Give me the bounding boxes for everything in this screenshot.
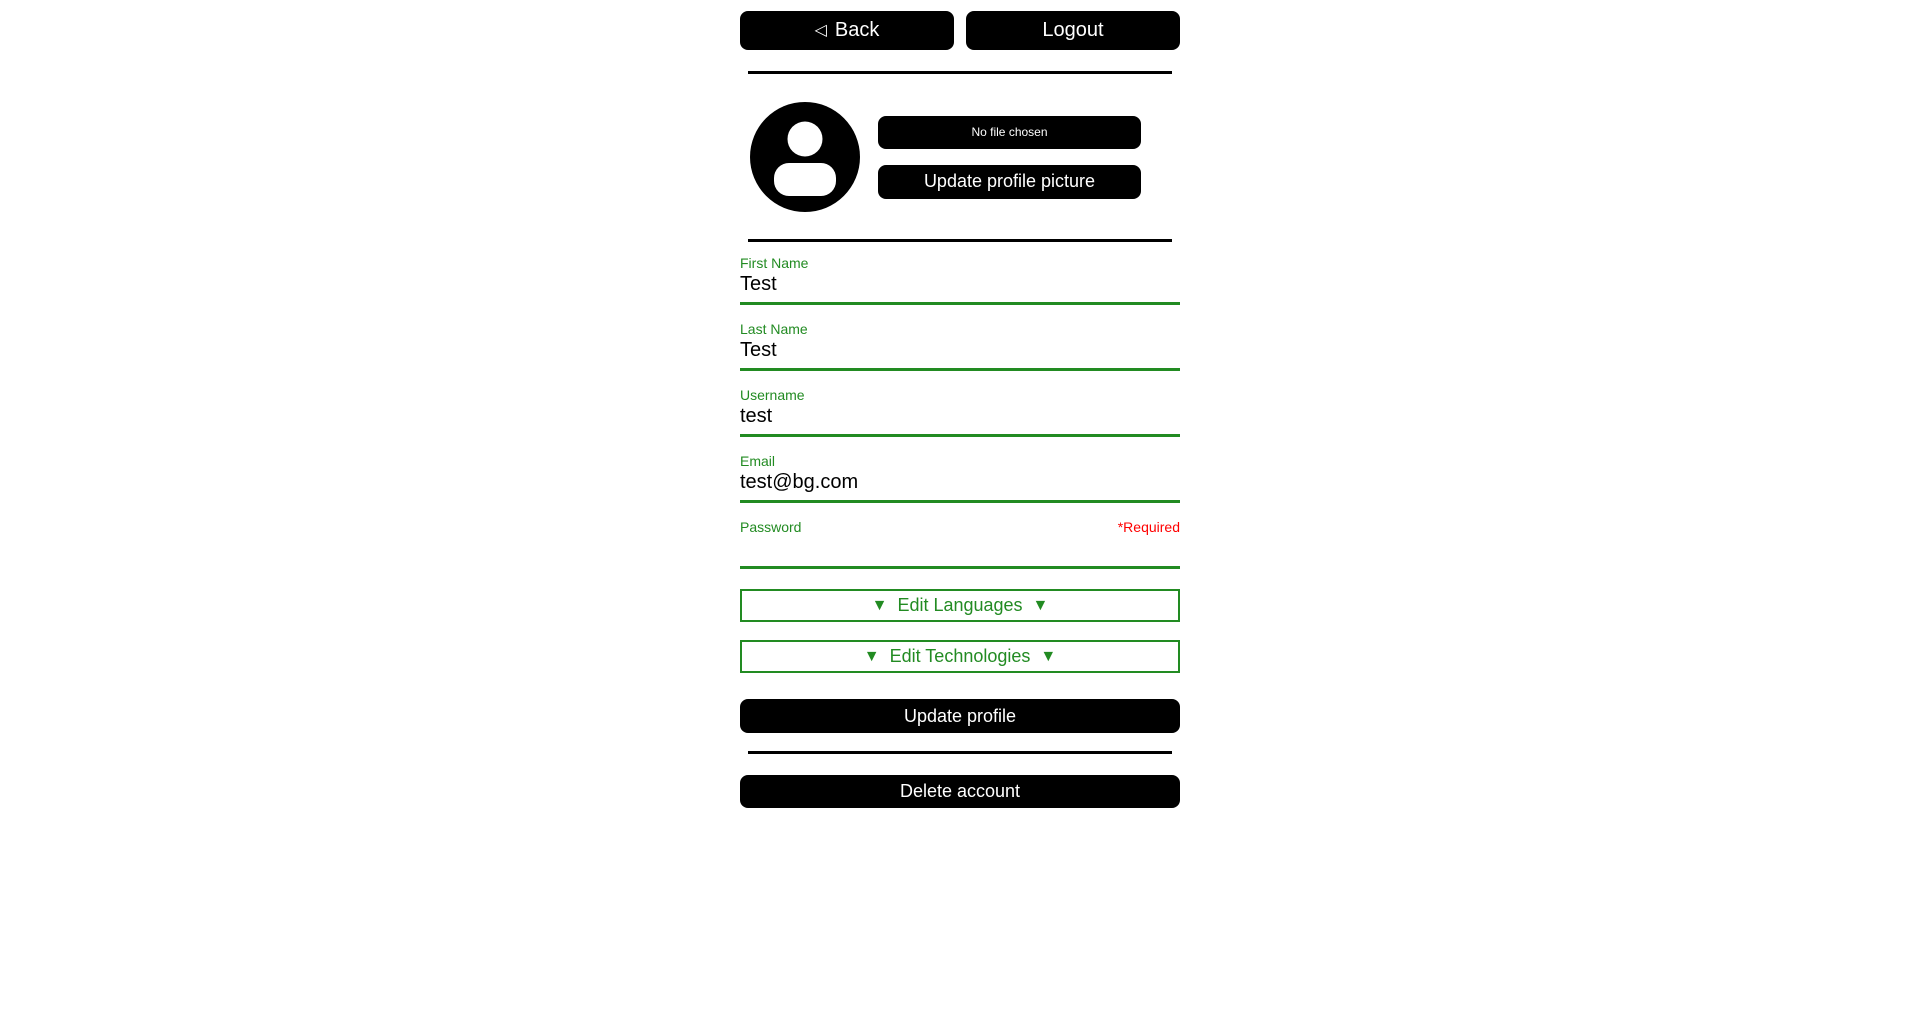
edit-technologies-button[interactable]	[740, 640, 1180, 673]
avatar	[750, 102, 860, 212]
back-button-label: Back	[834, 19, 880, 41]
delete-section-divider	[748, 751, 1172, 754]
edit-languages-label: Edit Languages	[897, 595, 1023, 615]
required-badge: *Required	[1117, 519, 1180, 535]
chevron-down-icon: ▼	[871, 596, 888, 614]
update-picture-label: Update profile picture	[923, 171, 1096, 191]
file-input-button[interactable]	[878, 116, 1141, 149]
delete-account-button[interactable]	[740, 775, 1180, 808]
last-name-label: Last Name	[740, 321, 808, 337]
email-input[interactable]	[740, 471, 1180, 494]
profile-picture-section	[740, 102, 1180, 212]
chevron-down-icon: ▼	[863, 647, 880, 665]
logout-button-label: Logout	[1042, 19, 1104, 41]
logout-button[interactable]	[966, 11, 1180, 50]
user-circle-icon	[750, 102, 860, 212]
chevron-down-icon: ▼	[1040, 647, 1057, 665]
back-button[interactable]	[740, 11, 954, 50]
password-input[interactable]	[740, 537, 1180, 560]
picture-form-divider	[748, 239, 1172, 242]
username-label: Username	[740, 387, 805, 403]
top-divider	[748, 71, 1172, 74]
update-profile-button[interactable]	[740, 699, 1180, 733]
last-name-input[interactable]	[740, 339, 1180, 362]
profile-page	[740, 0, 1180, 808]
picture-buttons	[878, 116, 1141, 199]
edit-technologies-label: Edit Technologies	[889, 646, 1031, 666]
chevron-down-icon: ▼	[1032, 596, 1049, 614]
back-arrow-icon: ◁	[814, 21, 827, 39]
edit-languages-button[interactable]	[740, 589, 1180, 622]
field-email	[740, 453, 1180, 503]
field-username	[740, 387, 1180, 437]
delete-account-label: Delete account	[899, 781, 1021, 801]
first-name-label: First Name	[740, 255, 809, 271]
update-profile-label: Update profile	[903, 705, 1017, 726]
field-password	[740, 519, 1180, 569]
field-first-name	[740, 255, 1180, 305]
first-name-input[interactable]	[740, 273, 1180, 296]
username-input[interactable]	[740, 405, 1180, 428]
email-label: Email	[740, 453, 776, 469]
update-picture-button[interactable]	[878, 165, 1141, 199]
field-last-name	[740, 321, 1180, 371]
file-input-text: No file chosen	[971, 125, 1048, 139]
password-label: Password	[740, 519, 802, 535]
top-button-bar	[740, 11, 1180, 50]
